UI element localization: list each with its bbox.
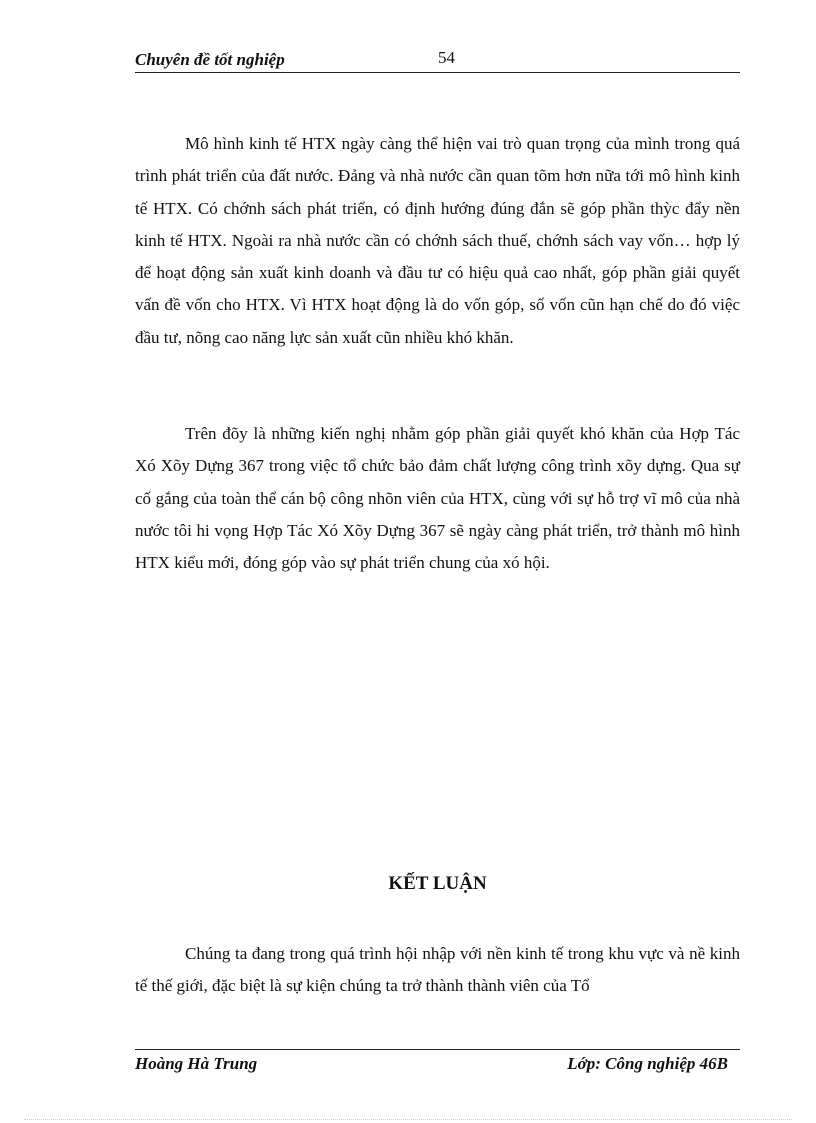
conclusion-heading: KẾT LUẬN — [388, 873, 487, 894]
document-title: Chuyên đề tốt nghiệp — [135, 50, 285, 69]
page-number: 54 — [438, 48, 455, 67]
page-footer — [135, 1049, 740, 1080]
page-edge-divider — [24, 1119, 792, 1120]
footer-class: Lớp: Công nghiệp 46B — [567, 1054, 728, 1073]
body-paragraph-2: Trên đõy là những kiến nghị nhằm góp phần giải quyết khó khăn của Hợp Tác Xó Xõy Dựng 367 trong việc tổ chức bảo đảm chất lượng công trình xõy dựng. Qua sự cố gắng của toàn thể cán bộ công nhõn viên của HTX, cùng với sự hỗ trợ vĩ mô của nhà nước tôi hi vọng Hợp Tác Xó Xõy Dựng 367 sẽ ngày càng phát triển, trở thành mô hình HTX kiểu mới, đóng góp vào sự phát triển chung của xó hội. — [135, 424, 740, 573]
conclusion-paragraph: Chúng ta đang trong quá trình hội nhập với nền kinh tế trong khu vực và nề kinh tế thế giới, đặc biệt là sự kiện chúng ta trở thành thành viên của Tổ — [135, 944, 740, 996]
page-header — [135, 48, 740, 73]
footer-author: Hoàng Hà Trung — [135, 1054, 258, 1073]
body-paragraph-1: Mô hình kinh tế HTX ngày càng thể hiện vai trò quan trọng của mình trong quá trình phát triển của đất nước. Đảng và nhà nước cần quan tõm hơn nữa tới mô hình kinh tế HTX. Có chớnh sách phát triển, có định hướng đúng đắn sẽ góp phần thỳc đẩy nền kinh tế HTX. Ngoài ra nhà nước cần có chớnh sách thuế, chớnh sách vay vốn… hợp lý để hoạt động sản xuất kinh doanh và đầu tư có hiệu quả cao nhất, góp phần giải quyết vấn đề vốn cho HTX. Vì HTX hoạt động là do vốn góp, số vốn cũn hạn chế do đó việc đầu tư, nõng cao năng lực sản xuất cũn nhiều khó khăn. — [135, 134, 740, 347]
